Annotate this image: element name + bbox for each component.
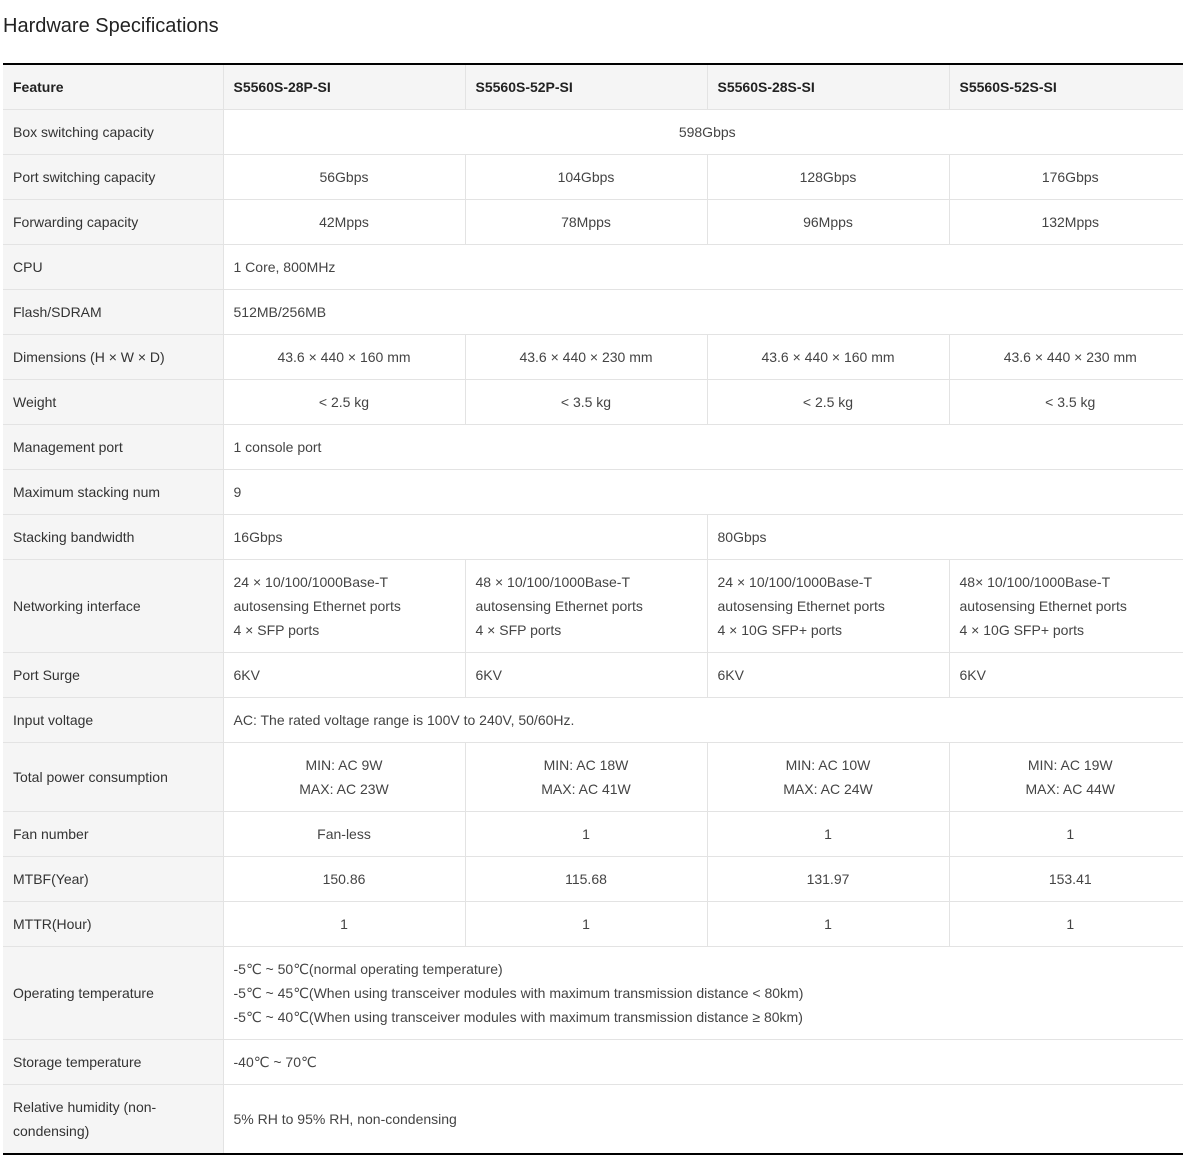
cell-line: MAX: AC 23W [299, 780, 389, 797]
cell-value: 153.41 [949, 856, 1183, 901]
cell-value: < 3.5 kg [949, 379, 1183, 424]
cell-value: 78Mpps [465, 199, 707, 244]
cell-line: 24 × 10/100/1000Base-T [717, 573, 873, 590]
cell-line: MIN: AC 10W [785, 756, 871, 773]
cell-value: 6KV [949, 652, 1183, 697]
cell-line: 48 × 10/100/1000Base-T [475, 573, 631, 590]
cell-value: Fan-less [223, 811, 465, 856]
cell-value: 176Gbps [949, 154, 1183, 199]
row-label: Dimensions (H × W × D) [3, 334, 223, 379]
row-label: Forwarding capacity [3, 199, 223, 244]
cell-line: autosensing Ethernet ports [959, 597, 1127, 614]
table-header-row [3, 64, 1183, 109]
header-model: S5560S-28P-SI [223, 64, 465, 109]
cell-value: AC: The rated voltage range is 100V to 240V, 50/60Hz. [223, 697, 1183, 742]
header-model: S5560S-28S-SI [707, 64, 949, 109]
row-label: MTBF(Year) [3, 856, 223, 901]
cell-line: 48× 10/100/1000Base-T [959, 573, 1111, 590]
cell-value: 132Mpps [949, 199, 1183, 244]
row-label: Total power consumption [3, 742, 223, 811]
cell-line: autosensing Ethernet ports [233, 597, 401, 614]
cell-line: 24 × 10/100/1000Base-T [233, 573, 389, 590]
cell-value [707, 559, 949, 652]
cell-value [465, 742, 707, 811]
cell-value [465, 559, 707, 652]
header-feature: Feature [3, 64, 223, 109]
row-label: Port Surge [3, 652, 223, 697]
cell-value [707, 742, 949, 811]
cell-value [223, 559, 465, 652]
cell-line: MIN: AC 9W [305, 756, 383, 773]
spec-table [3, 63, 1183, 1155]
cell-line: MAX: AC 41W [541, 780, 631, 797]
table-row [3, 901, 1183, 946]
table-row [3, 199, 1183, 244]
table-row [3, 559, 1183, 652]
cell-value: 6KV [465, 652, 707, 697]
table-row [3, 946, 1183, 1039]
row-label: Box switching capacity [3, 109, 223, 154]
cell-value: 1 [949, 811, 1183, 856]
cell-value: 16Gbps [223, 514, 707, 559]
cell-value: < 2.5 kg [223, 379, 465, 424]
row-label: Operating temperature [3, 946, 223, 1039]
page-title: Hardware Specifications [3, 15, 219, 37]
cell-value [949, 742, 1183, 811]
cell-value: 1 [223, 901, 465, 946]
cell-line: 4 × SFP ports [475, 621, 562, 638]
cell-line: autosensing Ethernet ports [717, 597, 885, 614]
cell-value: 56Gbps [223, 154, 465, 199]
table-row [3, 469, 1183, 514]
table-row [3, 742, 1183, 811]
table-row [3, 811, 1183, 856]
cell-value: 150.86 [223, 856, 465, 901]
cell-value [223, 742, 465, 811]
cell-value: 1 [465, 901, 707, 946]
cell-value: 128Gbps [707, 154, 949, 199]
cell-value: 1 [949, 901, 1183, 946]
cell-value: 115.68 [465, 856, 707, 901]
header-model: S5560S-52S-SI [949, 64, 1183, 109]
cell-line: 4 × SFP ports [233, 621, 320, 638]
row-label: Relative humidity (non-condensing) [3, 1084, 223, 1154]
cell-value: 6KV [223, 652, 465, 697]
cell-value: 43.6 × 440 × 160 mm [707, 334, 949, 379]
header-model: S5560S-52P-SI [465, 64, 707, 109]
cell-line: MAX: AC 44W [1025, 780, 1115, 797]
cell-line: 4 × 10G SFP+ ports [959, 621, 1085, 638]
cell-value: 1 [707, 901, 949, 946]
cell-value: 1 [707, 811, 949, 856]
cell-value: 6KV [707, 652, 949, 697]
row-label: Storage temperature [3, 1039, 223, 1084]
table-row [3, 1039, 1183, 1084]
row-label: Management port [3, 424, 223, 469]
cell-value: 1 Core, 800MHz [223, 244, 1183, 289]
cell-value: 5% RH to 95% RH, non-condensing [223, 1084, 1183, 1154]
cell-value [949, 559, 1183, 652]
row-label: Input voltage [3, 697, 223, 742]
row-label: Networking interface [3, 559, 223, 652]
table-row [3, 856, 1183, 901]
cell-line: -5℃ ~ 40℃(When using transceiver modules with maximum transmission distance ≥ 80km) [233, 1008, 803, 1025]
cell-line: MIN: AC 19W [1027, 756, 1113, 773]
cell-value: 80Gbps [707, 514, 1183, 559]
cell-line: MAX: AC 24W [783, 780, 873, 797]
table-row [3, 289, 1183, 334]
cell-value: 43.6 × 440 × 230 mm [465, 334, 707, 379]
cell-line: 4 × 10G SFP+ ports [717, 621, 843, 638]
cell-value: 9 [223, 469, 1183, 514]
cell-value: 512MB/256MB [223, 289, 1183, 334]
table-row [3, 1084, 1183, 1154]
cell-value: < 2.5 kg [707, 379, 949, 424]
cell-line: -5℃ ~ 45℃(When using transceiver modules with maximum transmission distance < 80km) [233, 984, 804, 1001]
cell-value: 43.6 × 440 × 230 mm [949, 334, 1183, 379]
table-row [3, 334, 1183, 379]
table-row [3, 424, 1183, 469]
table-row [3, 244, 1183, 289]
row-label: MTTR(Hour) [3, 901, 223, 946]
cell-line: MIN: AC 18W [543, 756, 629, 773]
cell-line: autosensing Ethernet ports [475, 597, 643, 614]
cell-value: 1 console port [223, 424, 1183, 469]
row-label: Fan number [3, 811, 223, 856]
cell-value [223, 946, 1183, 1039]
row-label: CPU [3, 244, 223, 289]
table-row [3, 697, 1183, 742]
row-label: Maximum stacking num [3, 469, 223, 514]
row-label: Flash/SDRAM [3, 289, 223, 334]
cell-value: 598Gbps [223, 109, 1183, 154]
table-row [3, 109, 1183, 154]
row-label: Port switching capacity [3, 154, 223, 199]
table-row [3, 514, 1183, 559]
cell-value: 131.97 [707, 856, 949, 901]
cell-value: < 3.5 kg [465, 379, 707, 424]
cell-value: 43.6 × 440 × 160 mm [223, 334, 465, 379]
table-row [3, 379, 1183, 424]
table-row [3, 652, 1183, 697]
cell-line: -5℃ ~ 50℃(normal operating temperature) [233, 960, 503, 977]
cell-value: 1 [465, 811, 707, 856]
cell-value: 96Mpps [707, 199, 949, 244]
cell-value: -40℃ ~ 70℃ [223, 1039, 1183, 1084]
row-label: Stacking bandwidth [3, 514, 223, 559]
cell-value: 42Mpps [223, 199, 465, 244]
cell-value: 104Gbps [465, 154, 707, 199]
row-label: Weight [3, 379, 223, 424]
table-row [3, 154, 1183, 199]
